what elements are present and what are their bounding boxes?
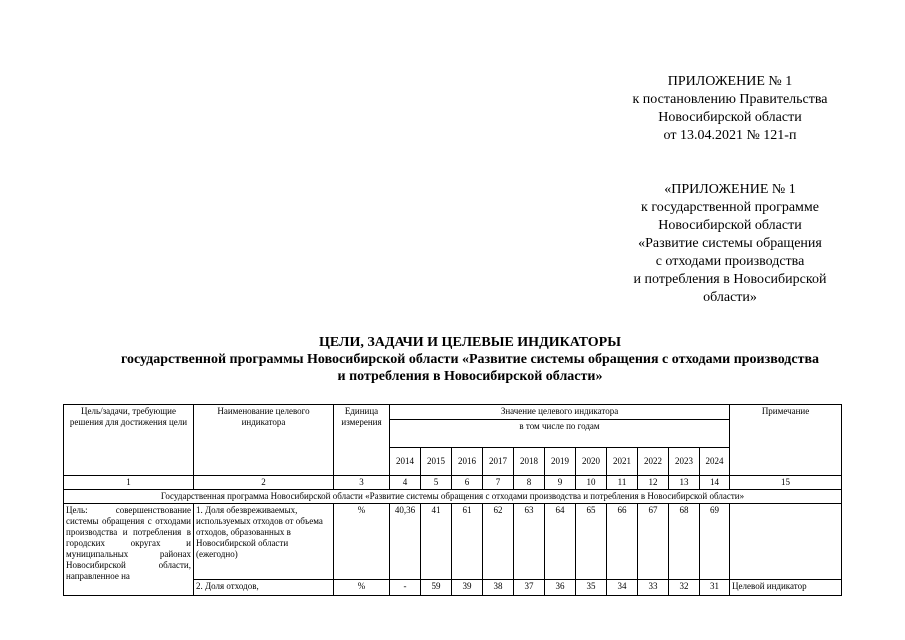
column-number: 13 xyxy=(669,476,700,490)
appendix-line: Новосибирской области xyxy=(658,218,802,233)
appendix-header xyxy=(600,73,860,145)
header-note: Примечание xyxy=(730,405,842,476)
note-cell xyxy=(730,504,842,580)
year-cell: 2021 xyxy=(607,448,638,476)
value-cell: 31 xyxy=(700,580,730,596)
program-row: Государственная программа Новосибирской области «Развитие системы обращения с отходами производства и потребления в Новосибирской области» xyxy=(64,490,842,504)
value-cell: 38 xyxy=(483,580,514,596)
column-number: 14 xyxy=(700,476,730,490)
value-cell: 59 xyxy=(421,580,452,596)
value-cell: 66 xyxy=(607,504,638,580)
column-number: 15 xyxy=(730,476,842,490)
column-number: 12 xyxy=(638,476,669,490)
value-cell: 67 xyxy=(638,504,669,580)
title-line: ЦЕЛИ, ЗАДАЧИ И ЦЕЛЕВЫЕ ИНДИКАТОРЫ xyxy=(319,335,621,350)
indicator-name: 2. Доля отходов, xyxy=(194,580,334,596)
column-number: 5 xyxy=(421,476,452,490)
value-cell: 61 xyxy=(452,504,483,580)
note-cell: Целевой индикатор xyxy=(730,580,842,596)
header-indicator: Наименование целевого индикатора xyxy=(194,405,334,476)
appendix-line: ПРИЛОЖЕНИЕ № 1 xyxy=(667,74,793,89)
column-number: 1 xyxy=(64,476,194,490)
appendix-line: от 13.04.2021 № 121-п xyxy=(663,128,797,143)
column-number: 6 xyxy=(452,476,483,490)
year-cell: 2015 xyxy=(421,448,452,476)
appendix-line: «Развитие системы обращения xyxy=(638,236,822,251)
title-line: государственной программы Новосибирской области «Развитие системы обращения с отходами производства xyxy=(120,352,820,367)
value-cell: 68 xyxy=(669,504,700,580)
year-cell: 2020 xyxy=(576,448,607,476)
column-number: 9 xyxy=(545,476,576,490)
year-cell: 2024 xyxy=(700,448,730,476)
header-value: Значение целевого индикатора xyxy=(390,405,730,420)
value-cell: 35 xyxy=(576,580,607,596)
value-cell: 62 xyxy=(483,504,514,580)
title-line: и потребления в Новосибирской области» xyxy=(337,369,603,384)
header-by-years: в том числе по годам xyxy=(390,420,730,448)
value-cell: 63 xyxy=(514,504,545,580)
column-number: 7 xyxy=(483,476,514,490)
value-cell: 32 xyxy=(669,580,700,596)
value-cell: 36 xyxy=(545,580,576,596)
unit-cell: % xyxy=(334,504,390,580)
year-cell: 2018 xyxy=(514,448,545,476)
year-cell: 2014 xyxy=(390,448,421,476)
column-number: 3 xyxy=(334,476,390,490)
unit-cell: % xyxy=(334,580,390,596)
goal-cell: Цель: совершенствование системы обращения с отходами производства и потребления в городских округах и муниципальных районах Новосибирской области, направленное на xyxy=(64,504,194,596)
column-number: 2 xyxy=(194,476,334,490)
value-cell: 34 xyxy=(607,580,638,596)
appendix-line: с отходами производства xyxy=(655,254,805,269)
year-cell: 2022 xyxy=(638,448,669,476)
value-cell: 64 xyxy=(545,504,576,580)
column-number: 4 xyxy=(390,476,421,490)
column-number: 10 xyxy=(576,476,607,490)
indicator-name: 1. Доля обезвреживаемых, используемых отходов от объема отходов, образованных в Новосибирской области (ежегодно) xyxy=(194,504,334,580)
year-cell: 2023 xyxy=(669,448,700,476)
indicators-table xyxy=(63,404,842,596)
header-goal: Цель/задачи, требующие решения для достижения цели xyxy=(64,405,194,476)
value-cell: 37 xyxy=(514,580,545,596)
appendix-line: и потребления в Новосибирской xyxy=(633,272,827,287)
column-number: 11 xyxy=(607,476,638,490)
appendix-line: «ПРИЛОЖЕНИЕ № 1 xyxy=(664,182,796,197)
value-cell: - xyxy=(390,580,421,596)
header-unit: Единица измерения xyxy=(334,405,390,476)
value-cell: 33 xyxy=(638,580,669,596)
year-cell: 2016 xyxy=(452,448,483,476)
appendix-line: Новосибирской области xyxy=(658,110,802,125)
appendix-line: к государственной программе xyxy=(641,200,819,215)
year-cell: 2017 xyxy=(483,448,514,476)
document-title xyxy=(40,334,900,385)
value-cell: 41 xyxy=(421,504,452,580)
appendix-line: к постановлению Правительства xyxy=(632,92,828,107)
program-appendix-header xyxy=(600,181,860,307)
column-number: 8 xyxy=(514,476,545,490)
value-cell: 40,36 xyxy=(390,504,421,580)
value-cell: 39 xyxy=(452,580,483,596)
value-cell: 65 xyxy=(576,504,607,580)
appendix-line: области» xyxy=(703,290,757,305)
value-cell: 69 xyxy=(700,504,730,580)
year-cell: 2019 xyxy=(545,448,576,476)
